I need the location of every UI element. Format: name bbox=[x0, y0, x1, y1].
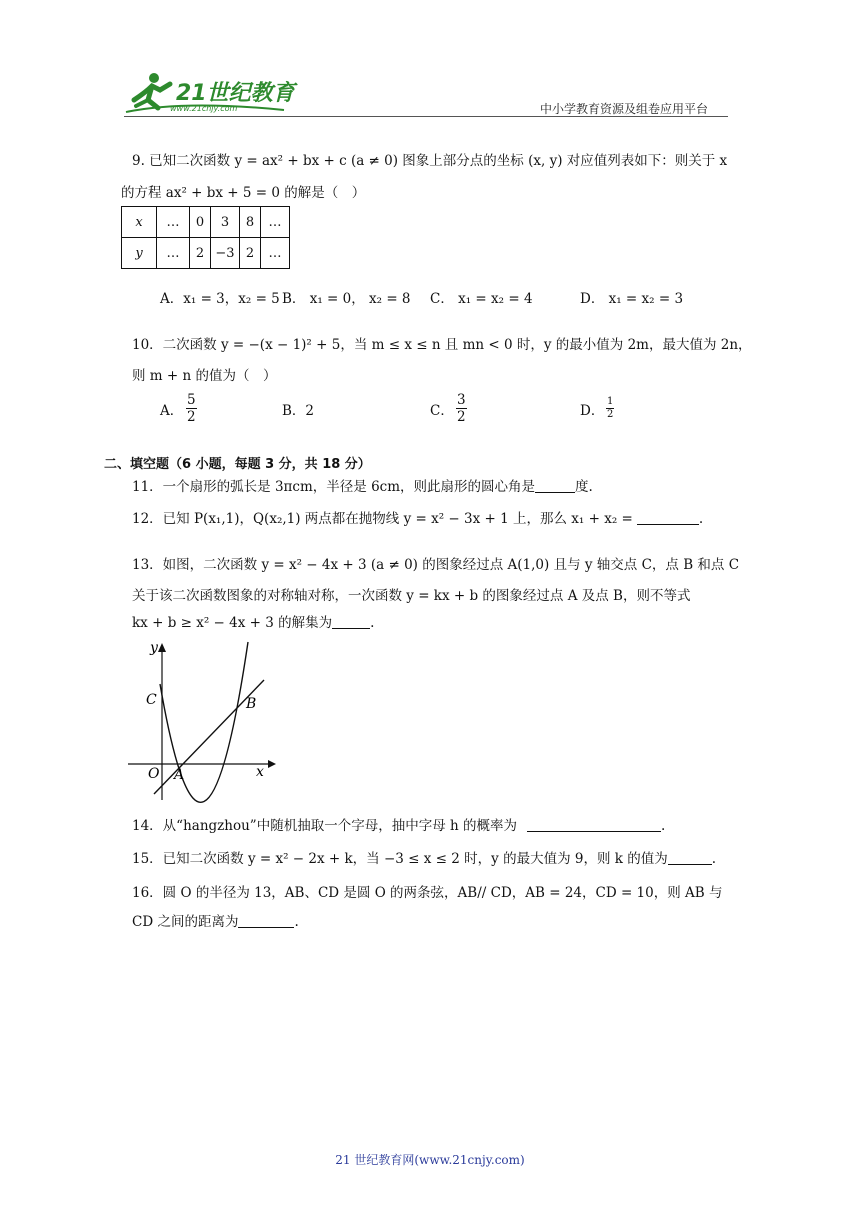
platform-name: 中小学教育资源及组卷应用平台 bbox=[540, 102, 709, 116]
origin-label: O bbox=[148, 766, 160, 782]
q10-option-d-fraction bbox=[606, 396, 614, 421]
q12-stem: 12．已知 P(x₁,1)，Q(x₂,1) 两点都在抛物线 y = x² − 3x + 1 上，那么 x₁ + x₂ = bbox=[132, 511, 633, 527]
q16-line2 bbox=[132, 913, 299, 931]
header-divider bbox=[124, 116, 728, 117]
q14-stem: 14．从“hangzhou”中随机抽取一个字母，抽中字母 h 的概率为 bbox=[132, 818, 517, 834]
y-axis-label: y bbox=[150, 640, 158, 656]
footer-link[interactable]: 21 世纪教育网(www.21cnjy.com) bbox=[335, 1153, 525, 1167]
q9-option-a: A．x₁ = 3，x₂ = 5 bbox=[160, 291, 280, 307]
q16-tail: . bbox=[294, 914, 299, 930]
table-cell: −3 bbox=[211, 238, 240, 269]
q14-tail: . bbox=[660, 818, 666, 834]
table-cell: … bbox=[261, 238, 290, 269]
table-cell: 3 bbox=[211, 207, 240, 238]
fraction-numerator: 1 bbox=[607, 396, 614, 407]
answer-blank bbox=[668, 850, 712, 865]
table-cell: 2 bbox=[240, 238, 261, 269]
q13-stem: kx + b ≥ x² − 4x + 3 的解集为 bbox=[132, 615, 333, 631]
y-axis-arrow-icon bbox=[158, 643, 166, 652]
table-row bbox=[122, 207, 290, 238]
q13-graph bbox=[128, 640, 278, 804]
table-cell: 2 bbox=[190, 238, 211, 269]
q15-text bbox=[132, 850, 716, 868]
q13-line1: 13．如图，二次函数 y = x² − 4x + 3 (a ≠ 0) 的图象经过点 A(1,0) 且与 y 轴交点 C，点 B 和点 C bbox=[132, 557, 740, 573]
table-cell: x bbox=[122, 207, 157, 238]
q13-tail: . bbox=[370, 615, 375, 631]
q11-stem: 11．一个扇形的弧长是 3πcm，半径是 6cm，则此扇形的圆心角是 bbox=[132, 479, 536, 495]
q16-line1: 16．圆 O 的半径为 13，AB、CD 是圆 O 的两条弦，AB// CD，AB = 24，CD = 10，则 AB 与 bbox=[132, 885, 723, 901]
fraction-denominator: 2 bbox=[457, 409, 466, 425]
table-cell: … bbox=[261, 207, 290, 238]
table-cell: y bbox=[122, 238, 157, 269]
point-a-label: A bbox=[174, 767, 185, 783]
q10-line2: 则 m + n 的值为（ ） bbox=[132, 368, 277, 384]
section-title: 二、填空题（6 小题，每题 3 分，共 18 分） bbox=[104, 457, 371, 472]
q15-stem: 15．已知二次函数 y = x² − 2x + k，当 −3 ≤ x ≤ 2 时，y 的最大值为 9，则 k 的值为 bbox=[132, 851, 668, 867]
q16-stem: CD 之间的距离为 bbox=[132, 914, 239, 930]
answer-blank bbox=[238, 913, 294, 928]
q11-text bbox=[132, 478, 593, 496]
q11-tail: 度. bbox=[575, 479, 593, 495]
q10-line1: 10．二次函数 y = −(x − 1)² + 5，当 m ≤ x ≤ n 且 mn < 0 时，y 的最小值为 2m，最大值为 2n， bbox=[132, 337, 752, 353]
table-cell: 8 bbox=[240, 207, 261, 238]
q9-option-c: C． x₁ = x₂ = 4 bbox=[430, 291, 533, 307]
table-cell: … bbox=[157, 238, 190, 269]
table-row bbox=[122, 238, 290, 269]
q13-line3 bbox=[132, 614, 374, 632]
q9-option-d: D． x₁ = x₂ = 3 bbox=[580, 291, 684, 307]
q10-option-c-fraction bbox=[456, 392, 467, 425]
q9-value-table bbox=[121, 206, 290, 269]
answer-blank bbox=[535, 478, 575, 493]
q10-option-d-label: D． bbox=[580, 403, 605, 419]
answer-blank bbox=[332, 614, 370, 629]
q10-option-a-fraction bbox=[186, 392, 197, 425]
q15-tail: . bbox=[711, 851, 717, 867]
q12-text bbox=[132, 510, 703, 528]
point-c-label: C bbox=[146, 692, 157, 708]
q10-option-a-label: A． bbox=[160, 403, 184, 419]
fraction-numerator: 3 bbox=[457, 392, 466, 408]
fraction-denominator: 2 bbox=[187, 409, 196, 425]
x-axis-label: x bbox=[256, 764, 264, 780]
fraction-denominator: 2 bbox=[607, 409, 614, 420]
q9-line2: 的方程 ax² + bx + 5 = 0 的解是（ ） bbox=[121, 185, 366, 201]
point-b-label: B bbox=[246, 696, 257, 712]
fraction-numerator: 5 bbox=[187, 392, 196, 408]
answer-blank bbox=[637, 510, 699, 525]
table-cell: 0 bbox=[190, 207, 211, 238]
q12-tail: . bbox=[698, 511, 704, 527]
logo-url: www.21cnjy.com bbox=[170, 104, 238, 113]
table-cell: … bbox=[157, 207, 190, 238]
q10-option-c-label: C． bbox=[430, 403, 454, 419]
q9-line1: 9. 已知二次函数 y = ax² + bx + c (a ≠ 0) 图象上部分点的坐标 (x, y) 对应值列表如下：则关于 x bbox=[132, 153, 728, 169]
logo-text: 21世纪教育 bbox=[176, 81, 295, 106]
q9-option-b: B． x₁ = 0， x₂ = 8 bbox=[282, 291, 411, 307]
answer-blank bbox=[527, 817, 661, 832]
q13-line2: 关于该二次函数图象的对称轴对称，一次函数 y = kx + b 的图象经过点 A 及点 B，则不等式 bbox=[132, 588, 691, 604]
q10-option-b: B．2 bbox=[282, 403, 315, 419]
x-axis-arrow-icon bbox=[268, 760, 276, 768]
q14-text bbox=[132, 817, 665, 835]
